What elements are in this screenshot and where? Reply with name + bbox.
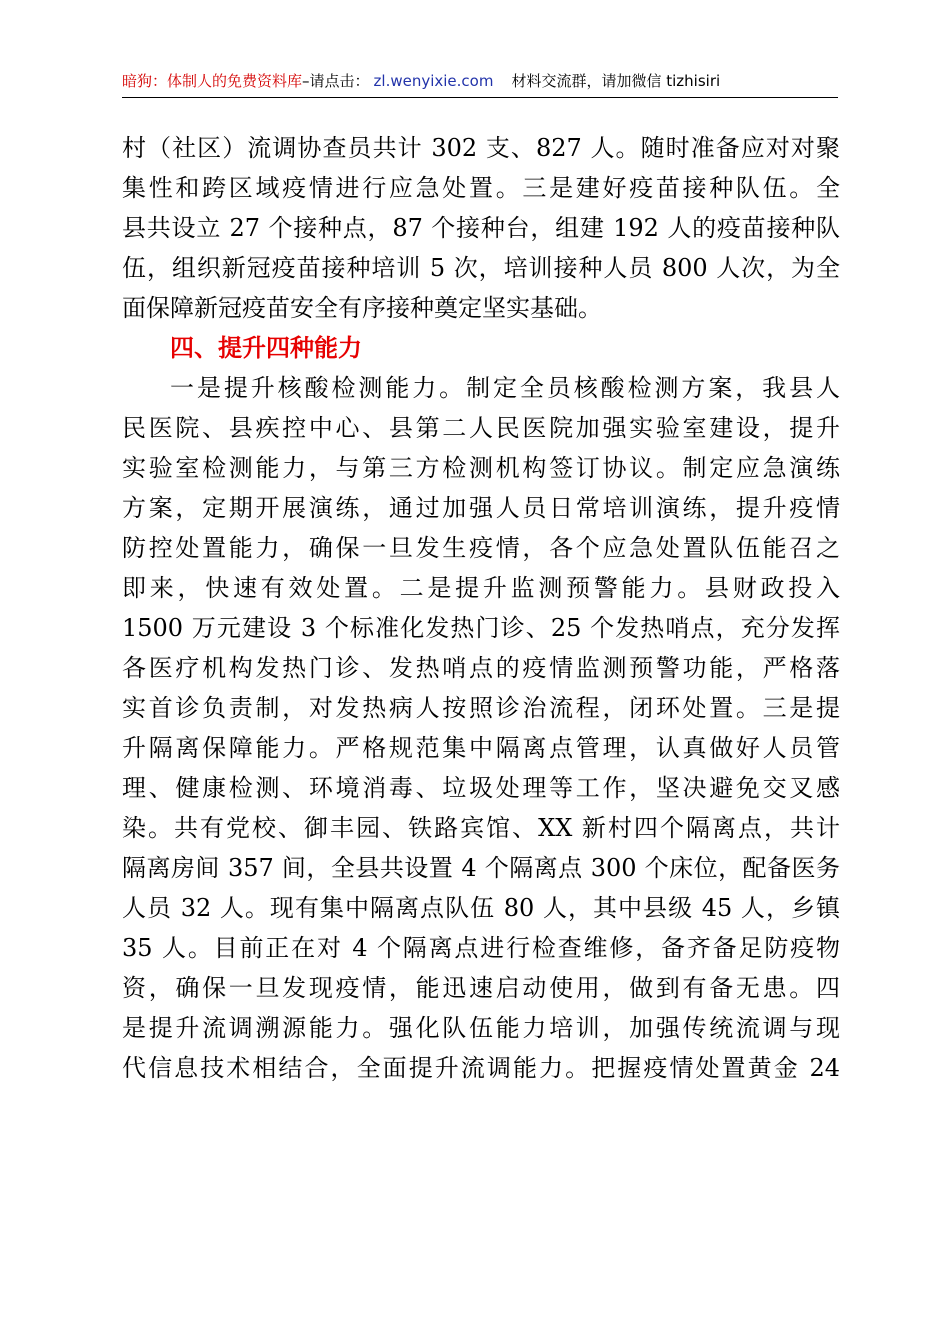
header-note: 材料交流群，请加微信 tizhisiri [511, 72, 721, 90]
section-heading: 四、提升四种能力 [170, 334, 362, 362]
body-line: 隔离房间 357 间，全县共设置 4 个隔离点 300 个床位，配备医务 [122, 854, 840, 882]
body-line: 理、健康检测、环境消毒、垃圾处理等工作，坚决避免交叉感 [122, 774, 840, 802]
body-line: 面保障新冠疫苗安全有序接种奠定坚实基础。 [122, 294, 602, 322]
header-link[interactable]: zl.wenyixie.com [373, 72, 494, 90]
body-line: 实验室检测能力，与第三方检测机构签订协议。制定应急演练 [122, 454, 840, 482]
body-line: 是提升流调溯源能力。强化队伍能力培训，加强传统流调与现 [122, 1014, 840, 1042]
body-line: 1500 万元建设 3 个标准化发热门诊、25 个发热哨点，充分发挥 [122, 614, 840, 642]
header-click-prompt: –请点击： [302, 72, 370, 90]
body-line: 民医院、县疾控中心、县第二人民医院加强实验室建设，提升 [122, 414, 840, 442]
body-line: 伍，组织新冠疫苗接种培训 5 次，培训接种人员 800 人次，为全 [122, 254, 840, 282]
body-line: 实首诊负责制，对发热病人按照诊治流程，闭环处置。三是提 [122, 694, 840, 722]
body-line: 防控处置能力，确保一旦发生疫情，各个应急处置队伍能召之 [122, 534, 840, 562]
body-line: 代信息技术相结合，全面提升流调能力。把握疫情处置黄金 24 [122, 1054, 840, 1082]
body-line: 村（社区）流调协查员共计 302 支、827 人。随时准备应对对聚 [122, 134, 840, 162]
body-line: 即来，快速有效处置。二是提升监测预警能力。县财政投入 [122, 574, 840, 602]
body-line: 资，确保一旦发现疫情，能迅速启动使用，做到有备无患。四 [122, 974, 840, 1002]
body-line: 集性和跨区域疫情进行应急处置。三是建好疫苗接种队伍。全 [122, 174, 840, 202]
body-line: 人员 32 人。现有集中隔离点队伍 80 人，其中县级 45 人，乡镇 [122, 894, 840, 922]
body-line: 各医疗机构发热门诊、发热哨点的疫情监测预警功能，严格落 [122, 654, 840, 682]
body-line: 一是提升核酸检测能力。制定全员核酸检测方案，我县人 [170, 374, 840, 402]
body-line: 升隔离保障能力。严格规范集中隔离点管理，认真做好人员管 [122, 734, 840, 762]
page-header [122, 70, 838, 96]
body-line: 县共设立 27 个接种点，87 个接种台，组建 192 人的疫苗接种队 [122, 214, 840, 242]
header-divider [122, 97, 838, 98]
body-line: 35 人。目前正在对 4 个隔离点进行检查维修，备齐备足防疫物 [122, 934, 840, 962]
body-line: 染。共有党校、御丰园、铁路宾馆、XX 新村四个隔离点，共计 [122, 814, 840, 842]
header-brand: 暗狗：体制人的免费资料库 [122, 72, 303, 90]
body-line: 方案，定期开展演练，通过加强人员日常培训演练，提升疫情 [122, 494, 840, 522]
document-body [122, 128, 840, 1088]
